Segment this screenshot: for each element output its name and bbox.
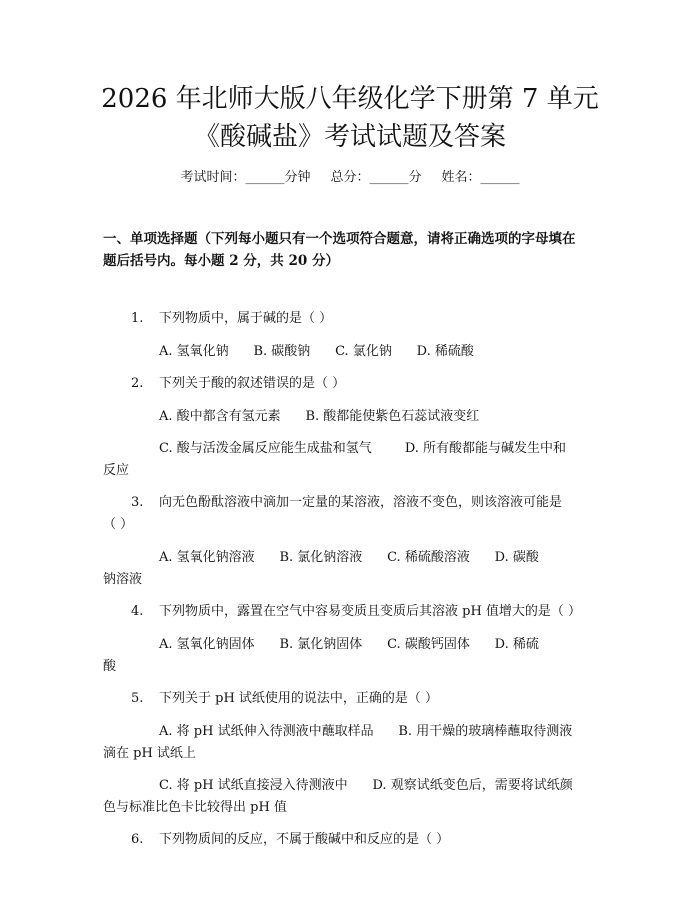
question-number: 4. [131, 604, 144, 619]
question-2-stem [103, 373, 599, 395]
question-3-options-wrap: 钠溶液 [103, 572, 143, 587]
question-number: 5. [131, 691, 144, 706]
exam-score-field: 总分：______分 [330, 170, 422, 185]
option-c: C. 碳酸钙固体 [387, 637, 470, 652]
option-c: C. 酸与活泼金属反应能生成盐和氢气 [159, 441, 372, 456]
question-3-stem-wrap: （ ） [103, 517, 134, 532]
question-2-options-wrap: 反应 [103, 463, 130, 478]
option-a: A. 酸中都含有氢元素 [159, 409, 281, 424]
question-5-options-wrap2: 色与标准比色卡比较得出 pH 值 [103, 800, 287, 815]
question-text: 下列物质中，露置在空气中容易变质且变质后其溶液 pH 值增大的是（ ） [159, 604, 582, 619]
question-3-options [103, 547, 599, 569]
option-a: A. 将 pH 试纸伸入待测液中蘸取样品 [159, 724, 374, 739]
exam-meta [0, 168, 700, 188]
section-heading-line2: 题后括号内。每小题 2 分，共 20 分） [103, 253, 339, 269]
option-c: C. 稀硫酸溶液 [387, 550, 470, 565]
option-d: D. 观察试纸变色后，需要将试纸颜 [372, 778, 573, 793]
question-5-options-line2 [103, 775, 599, 797]
option-a: A. 氢氧化钠 [159, 344, 229, 359]
question-6-stem [103, 829, 599, 851]
question-number: 6. [131, 832, 144, 847]
section-heading [103, 228, 599, 272]
page-title-line1: 2026 年北师大版八年级化学下册第 7 单元 [101, 84, 599, 114]
option-b: B. 碳酸钠 [253, 344, 311, 359]
option-c: C. 氯化钠 [335, 344, 392, 359]
question-1-options [103, 341, 599, 363]
question-5-options-wrap1: 滴在 pH 试纸上 [103, 746, 196, 761]
option-a: A. 氢氧化钠固体 [159, 637, 255, 652]
question-3-stem [103, 492, 599, 514]
question-5-options-line1 [103, 721, 599, 743]
question-text: 向无色酚酞溶液中滴加一定量的某溶液，溶液不变色，则该溶液可能是 [159, 495, 563, 510]
question-4-options-wrap: 酸 [103, 659, 117, 674]
option-b: B. 氯化钠溶液 [279, 550, 363, 565]
exam-time-field: 考试时间：______分钟 [180, 170, 311, 185]
question-2-options-line2 [103, 438, 599, 460]
question-text: 下列物质间的反应，不属于酸碱中和反应的是（ ） [159, 832, 450, 847]
question-5-stem [103, 688, 599, 710]
question-number: 2. [131, 376, 144, 391]
question-4-options [103, 634, 599, 656]
page-title-line2: 《酸碱盐》考试试题及答案 [193, 122, 506, 152]
option-b: B. 用干燥的玻璃棒蘸取待测液 [398, 724, 573, 739]
question-2-options-line1 [103, 406, 599, 428]
question-text: 下列关于酸的叙述错误的是（ ） [159, 376, 346, 391]
option-c: C. 将 pH 试纸直接浸入待测液中 [159, 778, 348, 793]
option-d: D. 稀硫酸 [416, 344, 474, 359]
question-text: 下列关于 pH 试纸使用的说法中，正确的是（ ） [159, 691, 439, 706]
option-b: B. 酸都能使紫色石蕊试液变红 [305, 409, 480, 424]
option-d: D. 稀硫 [494, 637, 539, 652]
option-d: D. 碳酸 [494, 550, 539, 565]
question-number: 3. [131, 495, 144, 510]
question-4-stem [103, 601, 599, 623]
option-b: B. 氯化钠固体 [279, 637, 363, 652]
exam-name-field: 姓名：______ [441, 170, 520, 185]
option-a: A. 氢氧化钠溶液 [159, 550, 255, 565]
question-number: 1. [131, 311, 144, 326]
question-1-stem [103, 308, 599, 330]
option-d: D. 所有酸都能与碱发生中和 [404, 441, 567, 456]
question-text: 下列物质中，属于碱的是（ ） [159, 311, 333, 326]
section-heading-line1: 一、单项选择题（下列每小题只有一个选项符合题意，请将正确选项的字母填在 [103, 231, 576, 247]
